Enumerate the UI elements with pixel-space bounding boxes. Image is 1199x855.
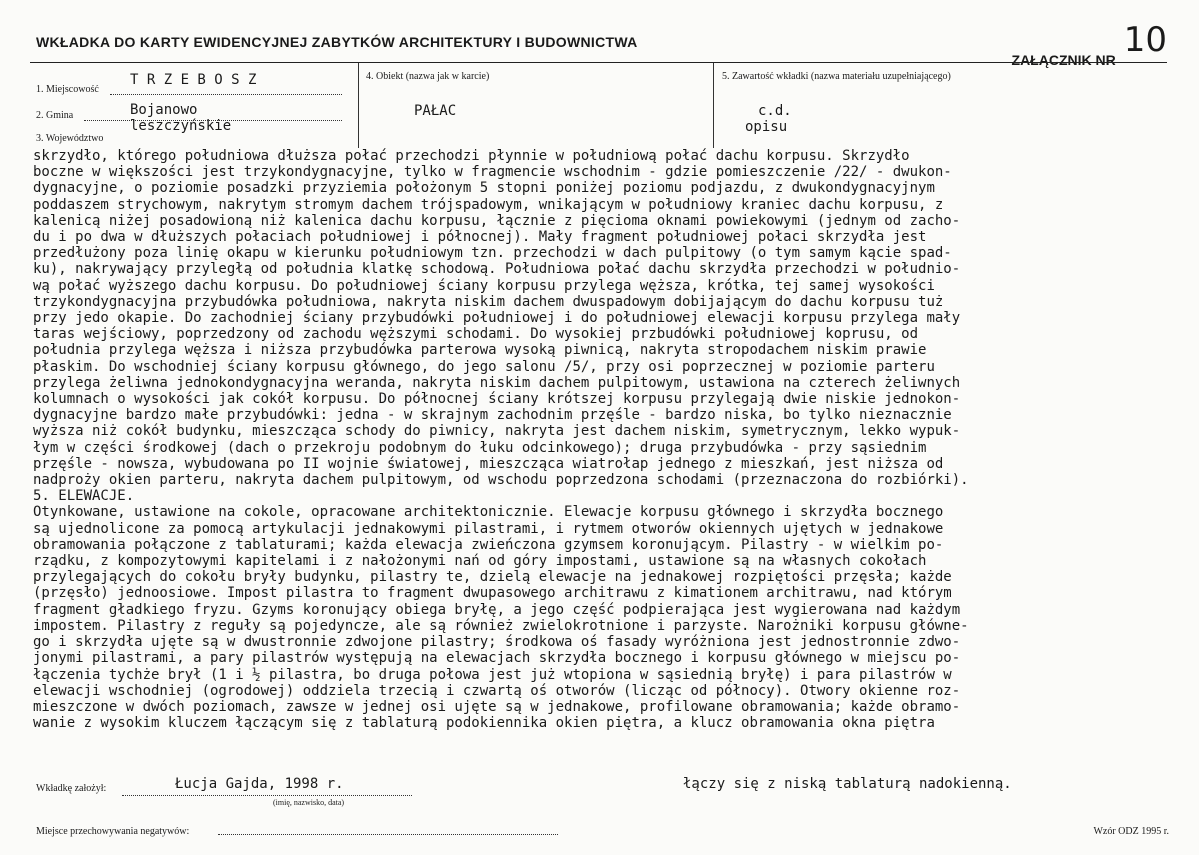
attachment-label bbox=[1011, 20, 1167, 68]
body-line: mieszczone w dwóch poziomach, zawsze w jednej osi ujęte są w jednakowe, profilowane obramowania; każde obramo- bbox=[33, 698, 961, 715]
attachment-number: 10 bbox=[1123, 20, 1167, 60]
body-line: boczne w większości jest trzykondygnacyjne, tylko w fragmencie wschodnim - gdzie pomieszczenie /22/ - dwukon- bbox=[33, 164, 952, 181]
wojewodztwo-value: leszczyńskie bbox=[130, 118, 232, 134]
body-line: kolumnach o wysokości jak cokół korpusu. Do północnej ściany krótszej korpusu przylegają dwie niskie jednokon- bbox=[33, 391, 961, 408]
form-id: Wzór ODZ 1995 r. bbox=[1093, 826, 1169, 837]
attachment-label-text: ZAŁĄCZNIK NR bbox=[1011, 52, 1116, 68]
body-line: skrzydło, którego południowa dłuższa połać przechodzi płynnie w południową połać dachu korpusu. Skrzydło bbox=[33, 148, 910, 164]
continuation-line: łączy się z niską tablaturą nadokienną. bbox=[683, 776, 1012, 792]
signature-line bbox=[122, 795, 412, 796]
wojewodztwo-label: 3. Województwo bbox=[36, 133, 104, 144]
zawartosc-value-1: c.d. bbox=[758, 103, 792, 119]
body-line: obramowania połączone z tablaturami; każda elewacja zwieńczona gzymsem koronującym. Pilastry - w wielkim po- bbox=[33, 536, 944, 553]
column-divider-2 bbox=[713, 63, 714, 148]
signature-hint: (imię, nazwisko, data) bbox=[273, 798, 345, 807]
gmina-value: Bojanowo bbox=[130, 102, 198, 118]
signature-value: Łucja Gajda, 1998 r. bbox=[175, 776, 344, 792]
body-line: łym w części środkowej (dach o przekroju podobnym do łuku odcinkowego); druga przybudówka - przy sąsiednim bbox=[33, 439, 927, 456]
body-line: są ujednolicone za pomocą artykulacji jednakowymi pilastrami, i rytmem otworów okiennych ujętych w jednakowe bbox=[33, 520, 944, 537]
body-line: elewacji wschodniej (ogrodowej) oddziela trzecią i czwartą oś otworów (licząc od północy). Otwory okienne roz- bbox=[33, 682, 961, 699]
zawartosc-value-2: opisu bbox=[745, 119, 788, 135]
body-line: łączenia tychże brył (1 i ½ pilastra, bo druga połowa jest już wtopiona w sąsiednią bryłę) i para pilastrów w bbox=[33, 666, 952, 683]
header-divider bbox=[30, 62, 1167, 63]
miejscowosc-line bbox=[110, 94, 342, 95]
body-line: dygnacyjne, o poziomie posadzki przyziemia położonym 5 stopni poniżej poziomu podjazdu, z dwukondygnacyjnym bbox=[33, 180, 935, 197]
miejscowosc-value: T R Z E B O S Z bbox=[130, 72, 257, 88]
body-line: przylega żeliwna jednokondygnacyjna weranda, nakryta niskim dachem pulpitowym, ustawiona na czterech żeliwnych bbox=[33, 374, 961, 391]
body-line: Otynkowane, ustawione na cokole, opracowane architektonicznie. Elewacje korpusu głównego i skrzydła bocznego bbox=[33, 504, 944, 521]
body-line: przedłużony poza linię okapu w kierunku południowym tzn. przechodzi w dach pulpitowy (o tym samym kącie spad- bbox=[33, 245, 952, 262]
obiekt-label: 4. Obiekt (nazwa jak w karcie) bbox=[366, 71, 490, 82]
body-line: fragment gładkiego fryzu. Gzyms koronujący obiega bryłę, a jego część podpierająca jest wygierowana nad każdym bbox=[33, 601, 961, 618]
body-line: dygnacyjne bardzo małe przybudówki: jedna - w skrajnym zachodnim przęśle - bardzo niska, bo tylko nieznacznie bbox=[33, 407, 952, 424]
body-line: taras wejściowy, poprzedzony od zachodu węższymi schodami. Do wysokiej przbudówki południowej koprusu, od bbox=[33, 326, 919, 343]
column-divider-1 bbox=[358, 63, 359, 148]
description-body bbox=[33, 148, 1183, 731]
body-line: wą połać wyższego dachu korpusu. Do południowej ściany korpusu przylega węższa, krótka, tej samej wysokości bbox=[33, 277, 935, 294]
form-title: WKŁADKA DO KARTY EWIDENCYJNEJ ZABYTKÓW ARCHITEKTURY I BUDOWNICTWA bbox=[36, 34, 638, 50]
body-line: 5. ELEWACJE. bbox=[33, 488, 135, 505]
body-line: jonymi pilastrami, a pary pilastrów występują na elewacjach skrzydła bocznego i korpusu głównego w miejscu po- bbox=[33, 650, 961, 667]
body-line: rządku, z kompozytowymi kapitelami i z nałożonymi nań od góry impostami, ustawione są na własnych cokołach bbox=[33, 553, 927, 570]
obiekt-value: PAŁAC bbox=[414, 103, 457, 119]
miejscowosc-label: 1. Miejscowość bbox=[36, 84, 99, 95]
body-line: przylegających do cokołu bryły budynku, pilastry te, dzielą elewacje na jednakowej rozpiętości przęsła; każde bbox=[33, 569, 952, 586]
body-line: poddaszem strychowym, nakrytym stromym dachem trójspadowym, wnikającym w południowy kraniec dachu korpusu, z bbox=[33, 196, 944, 213]
body-line: (przęsło) jednoosiowe. Impost pilastra to fragment dwupasowego architrawu z kimationem architrawu, nad którym bbox=[33, 585, 952, 602]
body-line: kalenicą niżej posadowioną niż kalenica dachu korpusu, łącznie z pięcioma oknami powiekowymi (jednym od zacho- bbox=[33, 212, 961, 229]
body-line: wanie z wysokim kluczem łączącym się z tablaturą podokiennika okien piętra, a klucz obramowania okna piętra bbox=[33, 715, 935, 732]
body-line: przy jedo okapie. Do zachodniej ściany przybudówki południowej i do południowej elewacji korpusu przylega mały bbox=[33, 310, 961, 327]
body-line: południa przylega węższa i niższa przybudówka parterowa wysoką piwnicą, nakryta stropodachem niskim prawie bbox=[33, 342, 927, 359]
body-line: du i po dwa w dłuższych połaciach południowej i północnej). Mały fragment południowej połaci skrzydła jest bbox=[33, 229, 927, 246]
body-line: nadproży okien parteru, nakryta dachem pulpitowym, od wschodu poprzedzona schodami (przeznaczona do rozbiórki). bbox=[33, 472, 969, 489]
zawartosc-label: 5. Zawartość wkładki (nazwa materiału uzupełniającego) bbox=[722, 71, 951, 82]
negatives-line bbox=[218, 834, 558, 835]
body-line: płaskim. Do wschodniej ściany korpusu głównego, do jego salonu /5/, przy osi poprzecznej w poziomie parteru bbox=[33, 358, 935, 375]
body-line: go i skrzydła ujęte są w dwustronnie zdwojone pilastry; środkowa oś fasady wyróżniona jest jednostronnie zdwo- bbox=[33, 634, 961, 651]
body-line: ku), nakrywający przyległą od południa klatkę schodową. Południowa połać dachu skrzydła przechodzi w południo- bbox=[33, 261, 961, 278]
body-line: przęśle - nowsza, wybudowana po II wojnie światowej, mieszcząca wiatrołap jednego z mieszkań, jest niższa od bbox=[33, 455, 944, 472]
gmina-label: 2. Gmina bbox=[36, 110, 74, 121]
signature-label: Wkładkę założył: bbox=[36, 783, 107, 794]
body-line: wyższa niż cokół budynku, mieszcząca schody do piwnicy, nakryta jest dachem niskim, symetrycznym, lekko wypuk- bbox=[33, 423, 961, 440]
negatives-label: Miejsce przechowywania negatywów: bbox=[36, 826, 190, 837]
body-line: impostem. Pilastry z reguły są pojedyncze, ale są również zwielokrotnione i parzyste. Narożniki korpusu główne- bbox=[33, 617, 969, 634]
body-line: trzykondygnacyjna przybudówka południowa, nakryta niskim dachem dwuspadowym dobijającym do dachu korpusu tuż bbox=[33, 293, 944, 310]
